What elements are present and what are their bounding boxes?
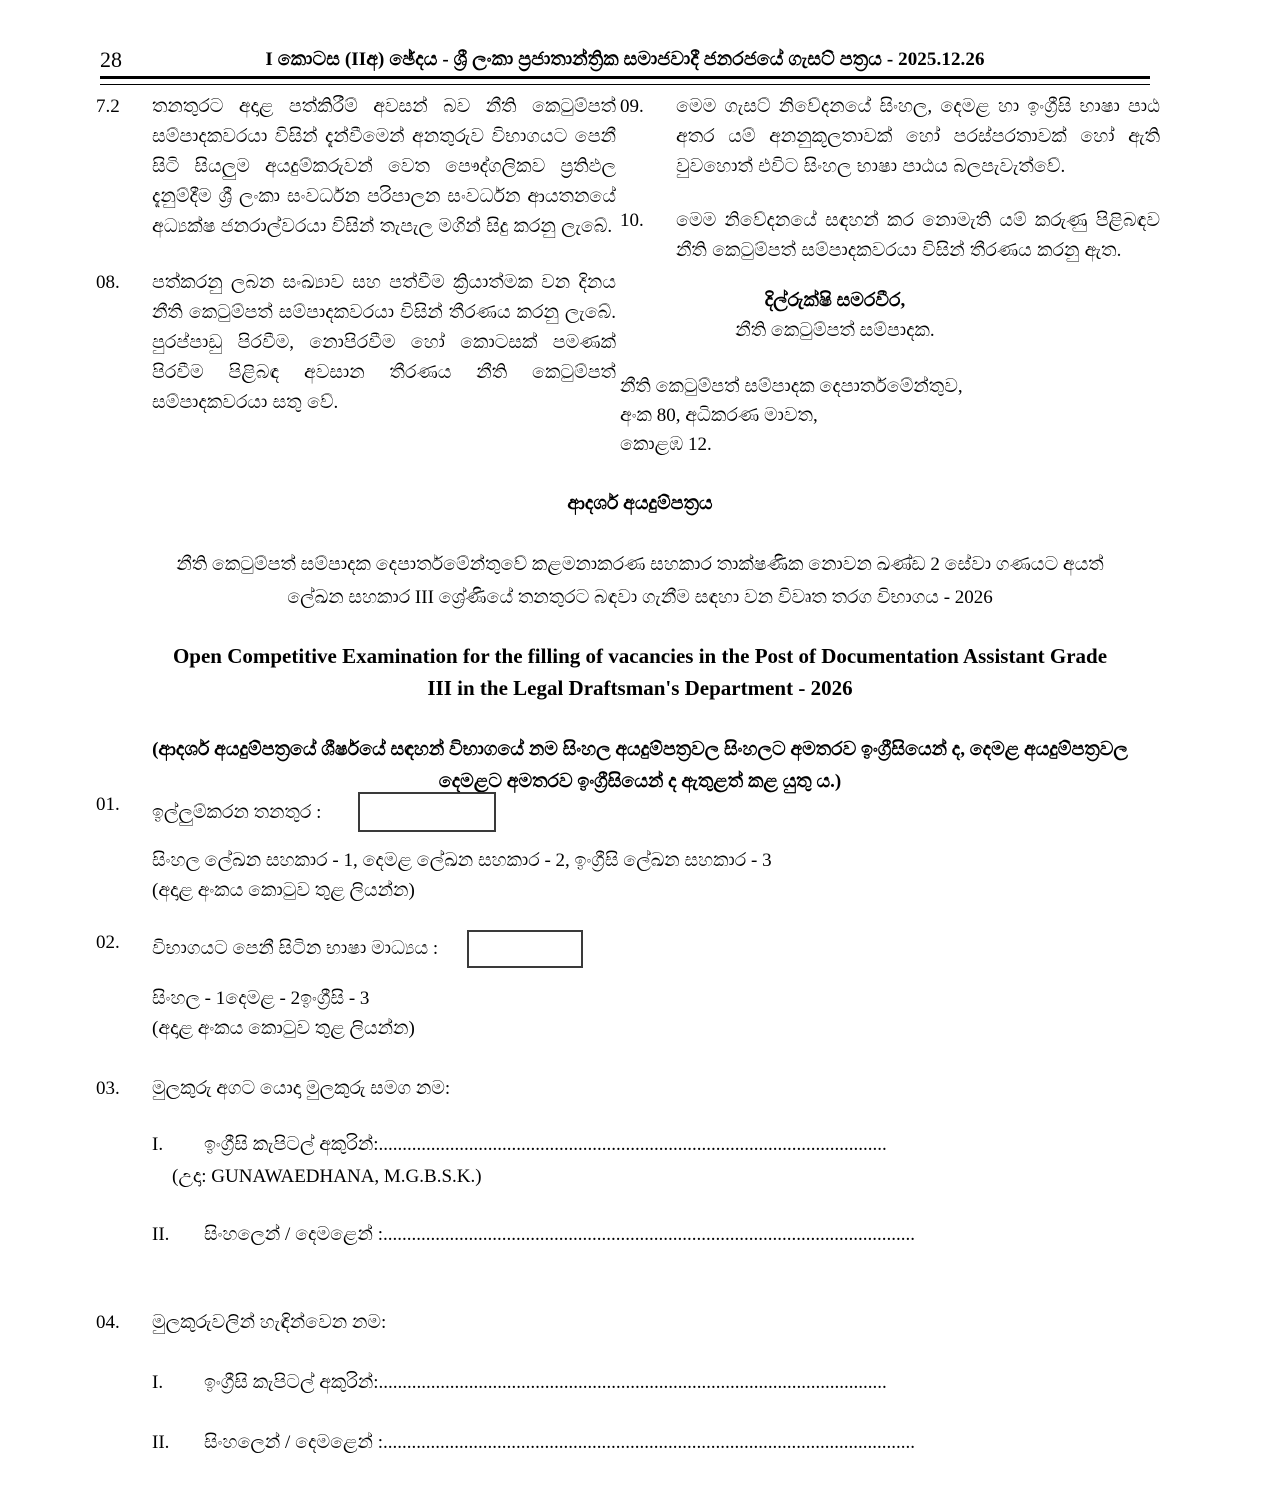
title-note-line-2: දෙමළට අමතරව ඉංග්‍රීසියෙන් ද ඇතුළත් කළ යුතු ය.) (438, 771, 842, 792)
header-divider-rule (100, 76, 1150, 85)
option-tamil: දෙමළ - 2 (225, 988, 301, 1009)
form-question-01 (96, 790, 1176, 846)
sub-item-line[interactable] (204, 1130, 1176, 1160)
option-english: ඉංග්‍රීසි - 3 (300, 988, 370, 1009)
address-line-2: අංක 80, අධිකරණ මාවත, (620, 405, 818, 426)
sub-item-numeral: I. (152, 1372, 164, 1393)
clause-text: පත්කරනු ලබන සංඛ්‍යාව සහ පත්වීම ක්‍රියාත්මක වන දිනය නීති කෙටුම්පත් සම්පාදකවරයා විසින් තීරණය කරනු ලැබේ. පුරප්පාඩු පිරවීම, නොපිරවීම හෝ කොටසක් පමණක් පිරවීම පිළිබඳ අවසාන තීරණය නීති කෙටුම්පත් සම්පාදකවරයා සතු වේ. (152, 272, 616, 413)
sub-item-label: ඉංග්‍රීසි කැපිටල් අකුරින්: (204, 1372, 379, 1393)
left-column (96, 92, 616, 438)
question-02-instruction: (අදාළ අංකය කොටුව තුළ ලියන්න) (152, 1018, 415, 1039)
clause-number: 08. (96, 272, 120, 293)
question-label: ඉල්ලුම්කරන තනතුර : (152, 802, 322, 823)
question-02-options (152, 984, 1176, 1014)
fill-in-dots: ........................................................................................................... (378, 1134, 887, 1155)
signature-block (620, 286, 1160, 346)
application-form (96, 790, 1176, 1458)
clause-10 (620, 206, 1160, 266)
option-sinhala: සිංහල - 1 (152, 988, 226, 1009)
clause-text: මෙම ගැසට් නිවේදනයේ සිංහල, දෙමළ හා ඉංග්‍රීසි භාෂා පාඨ අතර යම් අනනුකූලතාවක් හෝ පරස්පරතාවක් හෝ ඇති වුවහොත් එවිට සිංහල භාෂා පාඨය බලපැවැත්වේ. (676, 96, 1160, 177)
post-applied-input-box[interactable] (358, 792, 496, 832)
clause-number: 10. (620, 210, 644, 231)
title-note-line-1: (ආදර්ශ අයදුම්පත්‍රයේ ශීර්ෂයේ සඳහන් විභාගයේ නම සිංහල අයදුම්පත්‍රවල සිංහලට අමතරව ඉංග්‍රීසියෙන් ද, දෙමළ අයදුම්පත්‍රවල (152, 739, 1128, 760)
question-number: 04. (96, 1312, 120, 1333)
clause-7-2 (96, 92, 616, 242)
sub-item-line[interactable] (204, 1220, 1176, 1250)
question-03-sub-ii (152, 1220, 1176, 1250)
signatory-role: නීති කෙටුම්පත් සම්පාදක. (735, 320, 935, 341)
sub-item-label: ඉංග්‍රීසි කැපිටල් අකුරින්: (204, 1134, 379, 1155)
exam-medium-input-box[interactable] (467, 930, 583, 968)
exam-title-sinhala-line-2: ලේඛන සහකාර III ශ්‍රේණියේ තනතුරට බඳවා ගැනීම සඳහා වන විවෘත තරග විභාගය - 2026 (287, 587, 993, 608)
signatory-name: දිල්රුක්ෂි සමරවීර, (764, 290, 906, 311)
question-label: විභාගයට පෙනී සිටින භාෂා මාධ්‍යය : (152, 938, 439, 959)
sub-item-numeral: I. (152, 1134, 164, 1155)
question-label: මුලකුරුවලින් හැඳින්වෙන නම: (152, 1312, 387, 1333)
question-01-instruction: (අදාළ අංකය කොටුව තුළ ලියන්න) (152, 880, 415, 901)
question-03-sub-i (152, 1130, 1176, 1160)
question-04-sub-i (152, 1368, 1176, 1398)
clause-text: මෙම නිවේදනයේ සඳහන් කර නොමැති යම් කරුණු පිළිබඳව නීති කෙටුම්පත් සම්පාදකවරයා විසින් තීරණය කරනු ඇත. (676, 210, 1160, 261)
question-03-example: (උදා: GUNAWAEDHANA, M.G.B.S.K.) (172, 1166, 482, 1187)
fill-in-dots: ........................................................................................................... (378, 1372, 887, 1393)
question-01-options: සිංහල ලේඛන සහකාර - 1, දෙමළ ලේඛන සහකාර - 2, ඉංග්‍රීසි ලේඛන සහකාර - 3 (152, 850, 772, 871)
gazette-header-title: I කොටස (IIඅ) ඡේදය - ශ්‍රී ලංකා ප්‍රජාතාන්ත්‍රික සමාජවාදී ජනරජයේ ගැසට් පත්‍රය - 2025.12.26 (265, 49, 985, 70)
specimen-application-heading: ආදර්ශ අයදුම්පත්‍රය (567, 493, 713, 514)
right-column (620, 92, 1160, 459)
page-number: 28 (100, 47, 122, 72)
sub-item-line[interactable] (204, 1368, 1176, 1398)
form-question-03 (96, 1074, 1176, 1104)
address-line-3: කොළඹ 12. (620, 434, 712, 455)
clause-text: තනතුරට අදාළ පත්කිරීම් අවසන් බව නීති කෙටුම්පත් සම්පාදකවරයා විසින් දැන්වීමෙන් අනතුරුව විභාගයට පෙනී සිටි සියලුම අයදුම්කරුවන් වෙත පෞද්ගලිකව ප්‍රතිඵල දැනුම්දීම ශ්‍රී ලංකා සංවර්ධන පරිපාලන සංවර්ධන ආයතනයේ අධ්‍යක්ෂ ජනරාල්වරයා විසින් තැපැල මගින් සිදු කරනු ලැබේ. (152, 96, 616, 237)
exam-title-sinhala-line-1: නීති කෙටුම්පත් සම්පාදක දෙපාර්තමේන්තුවේ කළමනාකරණ සහකාර තාක්ෂණික නොවන ඛණ්ඩ 2 සේවා ගණයට අයත් (176, 554, 1104, 575)
fill-in-dots: ................................................................................................................ (383, 1432, 916, 1453)
exam-title-english-line-1: Open Competitive Examination for the filling of vacancies in the Post of Documentation Assistant Grade (172, 644, 1108, 668)
address-line-1: නීති කෙටුම්පත් සම්පාදක දෙපාර්තමේන්තුව, (620, 376, 963, 397)
form-question-04 (96, 1308, 1176, 1338)
clause-number: 09. (620, 96, 644, 117)
question-number: 01. (96, 794, 120, 815)
sub-item-label: සිංහලෙන් / දෙමළෙන් : (204, 1224, 384, 1245)
sub-item-line[interactable] (204, 1428, 1176, 1458)
form-question-02 (96, 928, 1176, 984)
exam-title-english-line-2: III in the Legal Draftsman's Department - 2026 (427, 676, 853, 700)
department-address (620, 372, 1160, 459)
question-04-sub-ii (152, 1428, 1176, 1458)
sub-item-label: සිංහලෙන් / දෙමළෙන් : (204, 1432, 384, 1453)
sub-item-numeral: II. (152, 1224, 170, 1245)
fill-in-dots: ................................................................................................................ (383, 1224, 916, 1245)
question-number: 02. (96, 932, 120, 953)
application-title-block (110, 490, 1170, 798)
sub-item-numeral: II. (152, 1432, 170, 1453)
page-header (100, 46, 1150, 76)
question-label: මුලකුරු අගට යොදා මුලකුරු සමග නම: (152, 1078, 451, 1099)
clause-09 (620, 92, 1160, 182)
question-number: 03. (96, 1078, 120, 1099)
clause-08 (96, 268, 616, 418)
clause-number: 7.2 (96, 96, 120, 117)
